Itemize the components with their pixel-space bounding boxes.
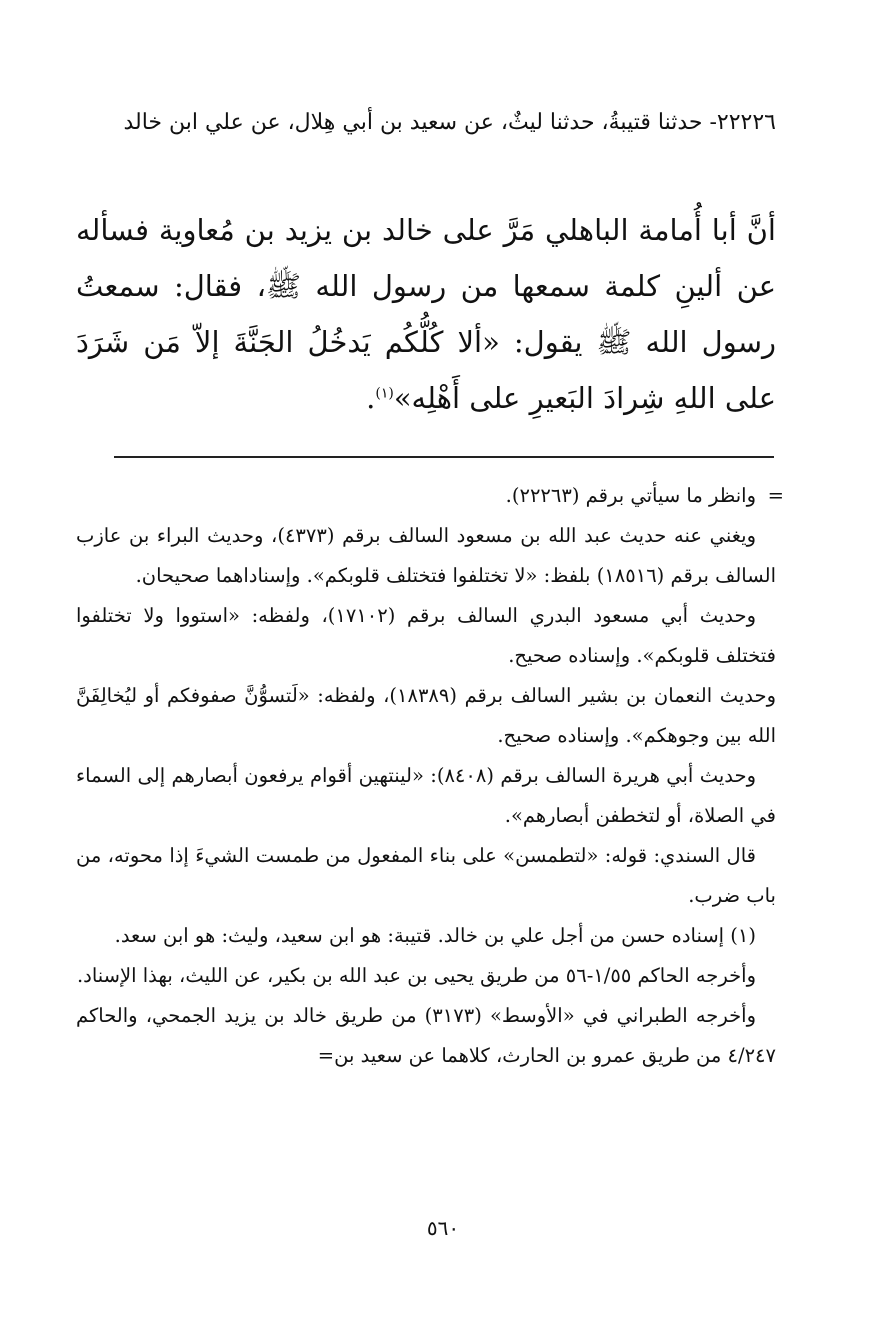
footnote-paragraph: وأخرجه الحاكم ١/٥٥-٥٦ من طريق يحيى بن عبد الله بن بكير، عن الليث، بهذا الإسناد.	[76, 964, 756, 987]
matn-end: .	[366, 381, 376, 415]
footnote-paragraph: ويغني عنه حديث عبد الله بن مسعود السالف برقم (٤٣٧٣)، وحديث البراء بن عازب السالف برقم (١٨٥١٦) بلفظ: «لا تختلفوا فتختلف قلوبكم». وإسناداهما صحيحان.	[76, 524, 776, 587]
matn-text: أنَّ أبا أُمامة الباهلي مَرَّ على خالد بن يزيد بن مُعاوية فسأله عن ألينِ كلمة سمعها من رسول الله ﷺ، فقال: سمعتُ رسول الله ﷺ يقول: «ألا كُلُّكُم يَدخُلُ الجَنَّةَ إلاّ مَن شَرَدَ على اللهِ شِرادَ البَعيرِ على أَهْلِه»	[76, 213, 776, 415]
isnad-text: ٢٢٢٢٦- حدثنا قتيبةُ، حدثنا ليثٌ، عن سعيد بن أبي هِلال، عن علي ابن خالد	[123, 110, 776, 135]
hadith-matn	[76, 202, 776, 426]
footnote-paragraph	[76, 476, 784, 516]
footnote-paragraph: وأخرجه الطبراني في «الأوسط» (٣١٧٣) من طريق خالد بن يزيد الجمحي، والحاكم ٤/٢٤٧ من طريق عمرو بن الحارث، كلاهما عن سعيد بن=	[76, 1004, 776, 1067]
footnote-paragraph: وحديث أبي هريرة السالف برقم (٨٤٠٨): «لينتهين أقوام يرفعون أبصارهم إلى السماء في الصلاة، أو لتخطفن أبصارهم».	[76, 764, 776, 827]
footnote-paragraph: وحديث النعمان بن بشير السالف برقم (١٨٣٨٩)، ولفظه: «لَتسوُّنَّ صفوفكم أو ليُخالِفَنَّ الله بين وجوهكم». وإسناده صحيح.	[76, 684, 776, 747]
page-number: ٥٦٠	[426, 1216, 460, 1240]
footnotes	[76, 476, 784, 1076]
footnote-text: وانظر ما سيأتي برقم (٢٢٢٦٣).	[505, 484, 756, 507]
footnote-divider	[114, 456, 774, 458]
footnote-paragraph: (١) إسناده حسن من أجل علي بن خالد. قتيبة: هو ابن سعيد، وليث: هو ابن سعد.	[114, 924, 756, 947]
footnote-paragraph: قال السندي: قوله: «لتطمسن» على بناء المفعول من طمست الشيءَ إذا محوته، من باب ضرب.	[76, 844, 776, 907]
footnote-paragraph: وحديث أبي مسعود البدري السالف برقم (١٧١٠٢)، ولفظه: «استووا ولا تختلفوا فتختلف قلوبكم». وإسناده صحيح.	[76, 604, 776, 667]
footnote-ref: (١)	[375, 385, 394, 402]
continuation-mark: =	[767, 484, 784, 507]
hadith-isnad	[76, 104, 776, 142]
